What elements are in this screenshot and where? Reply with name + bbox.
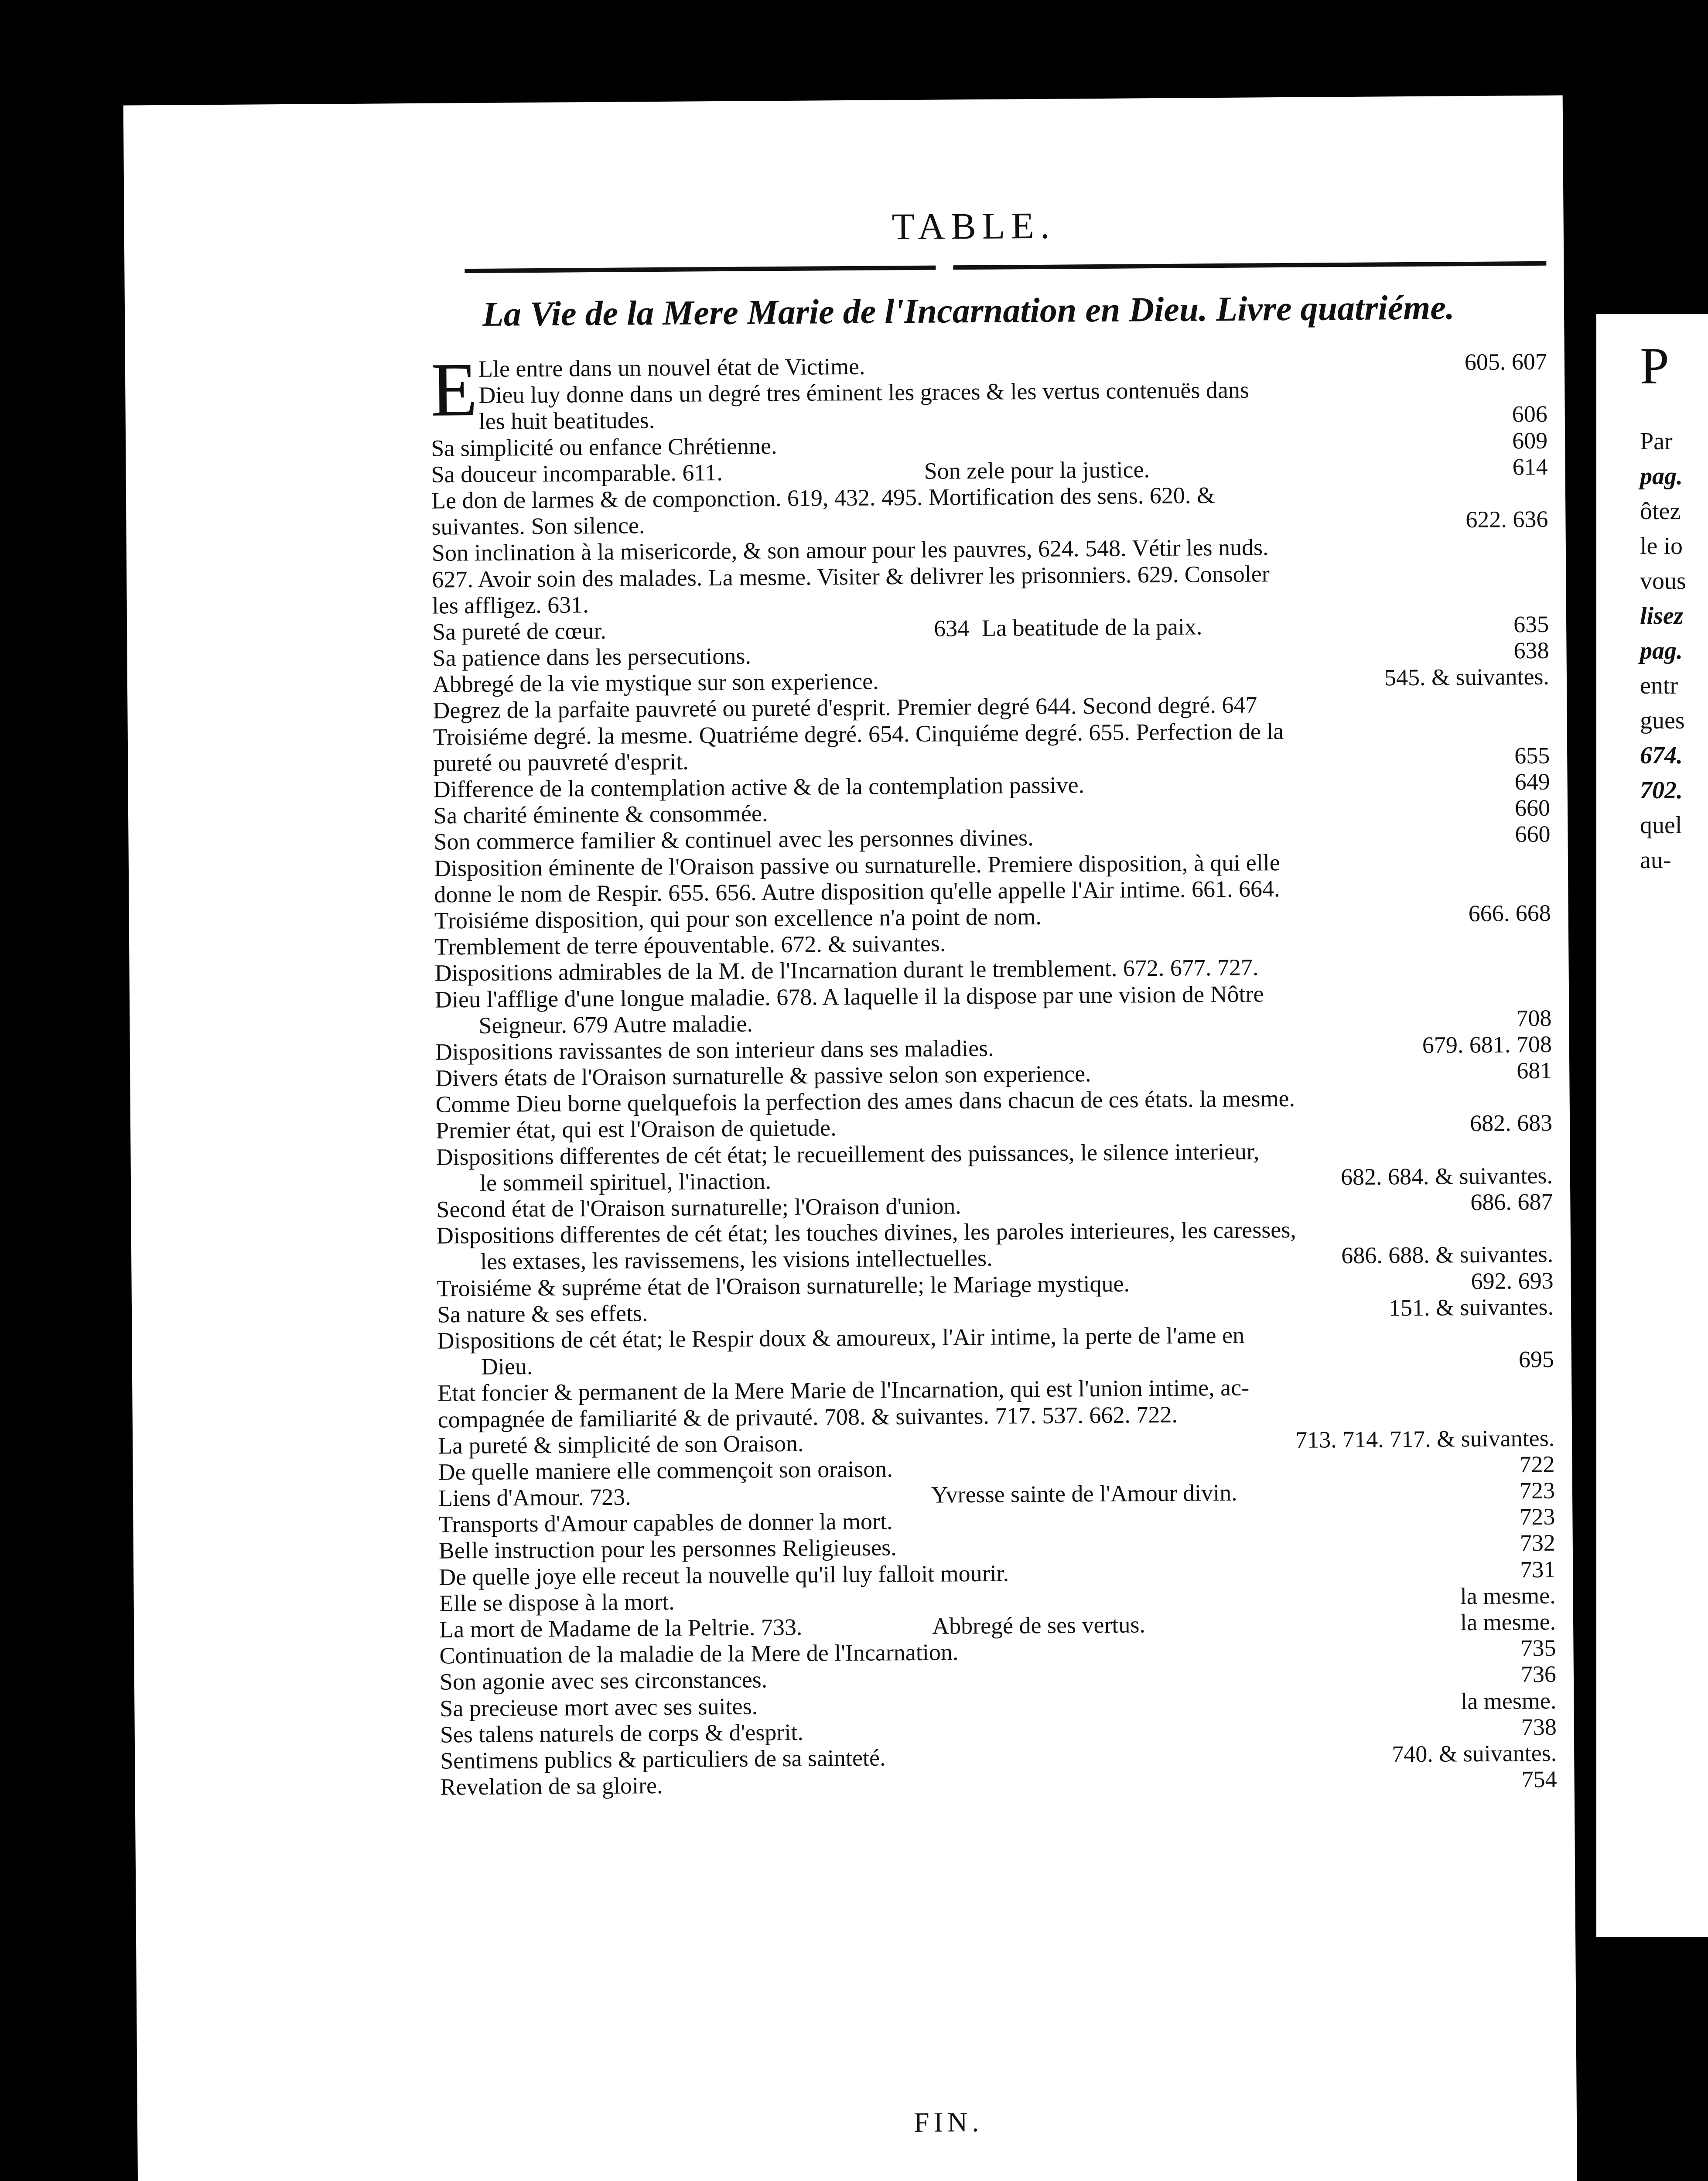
book-title: La Vie de la Mere Marie de l'Incarnation en Dieu. Livre quatriéme. xyxy=(482,288,1455,334)
entry-page-ref: 609 xyxy=(1512,427,1548,454)
entry-page-ref: la mesme. xyxy=(1460,1582,1556,1610)
entry-page-ref: 740. & suivantes. xyxy=(1391,1740,1557,1767)
entry-page-ref: 682. 683 xyxy=(1469,1110,1553,1137)
entry-text: Sa patience dans les persecutions. xyxy=(432,643,752,671)
entry-page-ref: 731 xyxy=(1520,1556,1556,1583)
index-entries xyxy=(430,349,1557,1800)
entry-text: Transports d'Amour capables de donner la mort. xyxy=(438,1508,893,1538)
entry-text: Revelation de sa gloire. xyxy=(440,1772,663,1800)
entry-page-ref: 635 xyxy=(1513,611,1549,638)
entry-text: Ses talens naturels de corps & d'esprit. xyxy=(440,1719,804,1748)
entry-page-ref: 738 xyxy=(1521,1713,1557,1740)
entry-text: Tremblement de terre épouventable. 672. & suivantes. xyxy=(434,930,946,960)
header-rule-left xyxy=(465,266,936,273)
entry-text: donne le nom de Respir. 655. 656. Autre disposition qu'elle appelle l'Air intime. 661. 664. xyxy=(434,875,1280,908)
drop-cap: E xyxy=(430,347,478,433)
entry-text: Liens d'Amour. 723. xyxy=(438,1484,631,1511)
entry-text: Sa precieuse mort avec ses suites. xyxy=(440,1693,758,1722)
adjacent-page-edge xyxy=(1596,314,1708,1937)
entry-page-ref: 614 xyxy=(1512,453,1548,480)
entry-text: Son agonie avec ses circonstances. xyxy=(439,1666,768,1695)
entry-secondary-text: Yvresse sainte de l'Amour divin. xyxy=(931,1479,1237,1508)
edge-text-fragment: pag. xyxy=(1640,463,1683,490)
entry-text: De quelle joye elle receut la nouvelle qu'il luy falloit mourir. xyxy=(439,1560,1009,1590)
entry-page-ref: 723 xyxy=(1519,1477,1555,1504)
edge-text-fragment: lisez xyxy=(1640,602,1684,629)
entry-page-ref: 679. 681. 708 xyxy=(1422,1031,1552,1058)
entry-text: Seigneur. 679 Autre maladie. xyxy=(478,1010,753,1039)
entry-page-ref: 695 xyxy=(1518,1346,1554,1373)
edge-text-fragment: le io xyxy=(1640,533,1683,560)
entry-text: Sa simplicité ou enfance Chrétienne. xyxy=(431,432,777,461)
entry-page-ref: 735 xyxy=(1520,1634,1556,1661)
entry-text: Dieu luy donne dans un degré tres éminent les graces & les vertus contenuës dans xyxy=(478,376,1250,409)
edge-text-fragment: 674. xyxy=(1640,742,1683,769)
entry-text: compagnée de familiarité & de privauté. 708. & suivantes. 717. 537. 662. 722. xyxy=(437,1401,1178,1433)
entry-text: Dispositions admirables de la M. de l'Incarnation durant le tremblement. 672. 677. 727. xyxy=(434,954,1259,986)
entry-page-ref: 649 xyxy=(1514,768,1550,795)
entry-text: Second état de l'Oraison surnaturelle; l'Oraison d'union. xyxy=(436,1193,962,1223)
entry-page-ref: 545. & suivantes. xyxy=(1384,663,1550,691)
book-page xyxy=(123,96,1578,2181)
entry-text: Dieu l'afflige d'une longue maladie. 678. A laquelle il la dispose par une vision de Nôtre xyxy=(434,980,1264,1013)
entry-page-ref: 660 xyxy=(1514,794,1551,821)
entry-text: Premier état, qui est l'Oraison de quietude. xyxy=(435,1114,837,1144)
entry-page-ref: la mesme. xyxy=(1460,1608,1556,1636)
entry-text: les extases, les ravissemens, les visions intellectuelles. xyxy=(480,1245,993,1275)
header-rule-right xyxy=(953,261,1546,270)
page-header: TABLE. xyxy=(892,204,1056,248)
edge-text-fragment: Par xyxy=(1640,428,1673,455)
entry-text: les huit beatitudes. xyxy=(478,407,655,435)
entry-page-ref: 605. 607 xyxy=(1464,348,1547,376)
entry-page-ref: 723 xyxy=(1520,1503,1555,1530)
entry-text: Son commerce familier & continuel avec les personnes divines. xyxy=(434,824,1034,855)
entry-page-ref: la mesme. xyxy=(1461,1687,1557,1714)
entry-page-ref: 754 xyxy=(1521,1766,1557,1793)
entry-text: Troisiéme & supréme état de l'Oraison surnaturelle; le Mariage mystique. xyxy=(437,1270,1130,1302)
entry-text: Degrez de la parfaite pauvreté ou pureté d'esprit. Premier degré 644. Second degré. 647 xyxy=(433,691,1257,724)
entry-text: Abbregé de la vie mystique sur son experience. xyxy=(432,668,879,697)
entry-text: Sa charité éminente & consommée. xyxy=(433,800,768,829)
entry-text: Sa pureté de cœur. xyxy=(432,617,607,645)
entry-text: Dieu. xyxy=(481,1353,533,1380)
entry-text: Divers états de l'Oraison surnaturelle & passive selon son experience. xyxy=(435,1060,1091,1091)
entry-page-ref: 736 xyxy=(1520,1661,1557,1688)
entry-text: les affligez. 631. xyxy=(432,591,589,619)
entry-text: Comme Dieu borne quelquefois la perfection des ames dans chacun de ces états. la mesme. xyxy=(435,1085,1295,1118)
entry-secondary-text: Abbregé de ses vertus. xyxy=(932,1611,1146,1639)
entry-page-ref: 722 xyxy=(1519,1451,1555,1478)
entry-text: le sommeil spirituel, l'inaction. xyxy=(479,1168,772,1196)
edge-text-fragment: quel xyxy=(1640,812,1682,839)
edge-text-fragment: ôtez xyxy=(1640,498,1681,525)
entry-page-ref: 151. & suivantes. xyxy=(1388,1293,1554,1321)
entry-page-ref: 686. 687 xyxy=(1470,1188,1553,1216)
entry-page-ref: 681 xyxy=(1517,1057,1552,1084)
entry-page-ref: 666. 668 xyxy=(1468,899,1551,927)
entry-text: Sa nature & ses effets. xyxy=(437,1300,648,1328)
entry-page-ref: 692. 693 xyxy=(1471,1267,1554,1294)
entry-page-ref: 732 xyxy=(1520,1530,1556,1556)
entry-text: Troisiéme degré. la mesme. Quatriéme degré. 654. Cinquiéme degré. 655. Perfection de la xyxy=(433,718,1284,750)
entry-page-ref: 682. 684. & suivantes. xyxy=(1340,1162,1553,1190)
fin-label: FIN. xyxy=(913,2106,984,2138)
entry-page-ref: 686. 688. & suivantes. xyxy=(1341,1241,1554,1269)
edge-text-fragment: P xyxy=(1640,337,1669,395)
entry-text: Dispositions ravissantes de son interieur dans ses maladies. xyxy=(435,1035,994,1065)
entry-page-ref: 638 xyxy=(1513,637,1549,664)
entry-text: Difference de la contemplation active & de la contemplation passive. xyxy=(433,772,1085,803)
entry-page-ref: 622. 636 xyxy=(1465,506,1548,533)
entry-text: Dispositions de cét état; le Respir doux & amoureux, l'Air intime, la perte de l'ame en xyxy=(437,1322,1245,1354)
entry-text: Belle instruction pour les personnes Religieuses. xyxy=(438,1534,897,1564)
entry-text: Dispositions differentes de cét état; le recueillement des puissances, le silence interieur, xyxy=(436,1138,1260,1170)
entry-text: De quelle maniere elle commençoit son oraison. xyxy=(438,1456,893,1485)
entry-text: Continuation de la maladie de la Mere de l'Incarnation. xyxy=(439,1639,959,1669)
entry-page-ref: 708 xyxy=(1516,1005,1552,1032)
edge-text-fragment: entr xyxy=(1640,672,1678,699)
entry-text: suivantes. Son silence. xyxy=(431,512,645,540)
entry-text: Elle se dispose à la mort. xyxy=(439,1588,675,1617)
entry-text: Son inclination à la misericorde, & son amour pour les pauvres, 624. 548. Vétir les nuds. xyxy=(431,534,1269,566)
entry-text: La pureté & simplicité de son Oraison. xyxy=(437,1430,804,1459)
entry-text: Sentimens publics & particuliers de sa sainteté. xyxy=(440,1744,886,1774)
entry-text: Le don de larmes & de componction. 619, 432. 495. Mortification des sens. 620. & xyxy=(431,482,1215,514)
entry-page-ref: 660 xyxy=(1515,821,1551,848)
edge-text-fragment: pag. xyxy=(1640,637,1683,664)
entry-text: Troisiéme disposition, qui pour son excellence n'a point de nom. xyxy=(434,903,1042,934)
entry-page-ref: 655 xyxy=(1514,742,1550,769)
entry-text: Etat foncier & permanent de la Mere Marie de l'Incarnation, qui est l'union intime, ac- xyxy=(437,1374,1250,1406)
entry-secondary-text: La beatitude de la paix. xyxy=(981,613,1202,641)
entry-text: Sa douceur incomparable. 611. xyxy=(431,459,723,488)
entry-text: Dispositions differentes de cét état; les touches divines, les paroles interieures, les caresses, xyxy=(436,1217,1296,1249)
entry-text: pureté ou pauvreté d'esprit. xyxy=(433,748,689,776)
entry-text: Disposition éminente de l'Oraison passive ou surnaturelle. Premiere disposition, à qui elle xyxy=(434,849,1280,882)
edge-text-fragment: 702. xyxy=(1640,777,1683,804)
entry-text: 627. Avoir soin des malades. La mesme. Visiter & delivrer les prisonniers. 629. Consoler xyxy=(432,560,1270,593)
edge-text-fragment: vous xyxy=(1640,567,1686,595)
edge-text-fragment: au- xyxy=(1640,847,1671,874)
entry-page-ref: 713. 714. 717. & suivantes. xyxy=(1295,1425,1555,1453)
entry-secondary-text: Son zele pour la justice. xyxy=(924,456,1150,484)
entry-page-ref: 606 xyxy=(1512,401,1547,427)
entry-text: Lle entre dans un nouvel état de Victime. xyxy=(478,353,865,382)
entry-secondary-text: 634 xyxy=(933,615,970,642)
entry-text: La mort de Madame de la Peltrie. 733. xyxy=(439,1614,803,1643)
edge-text-fragment: gues xyxy=(1640,707,1685,734)
